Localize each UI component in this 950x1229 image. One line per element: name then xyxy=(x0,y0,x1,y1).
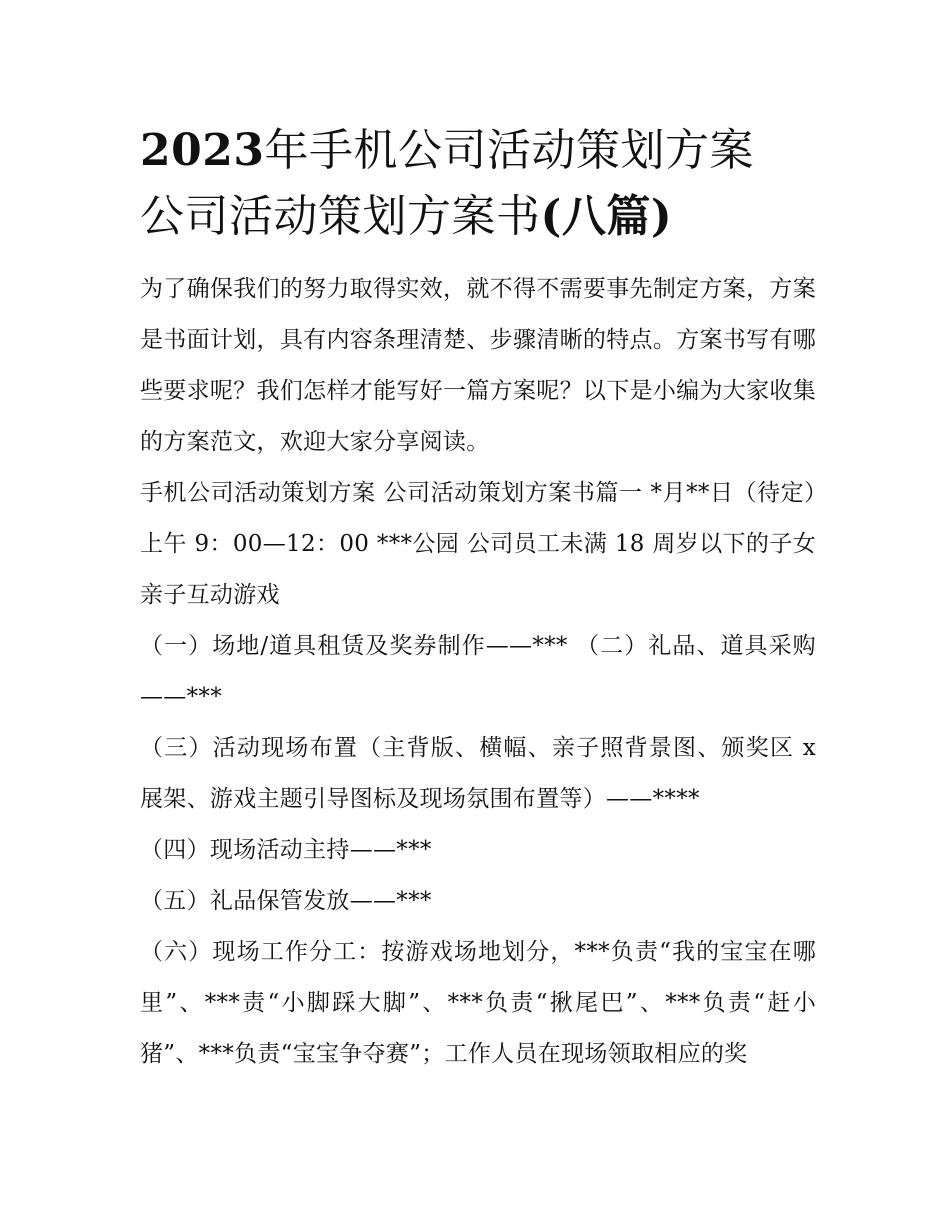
document-title xyxy=(140,118,816,250)
title-year: 2023 xyxy=(140,125,265,176)
task-item-4: （四）现场活动主持——*** xyxy=(140,837,432,863)
task-item-5: （五）礼品保管发放——*** xyxy=(140,888,432,914)
task-item-1-2: （一）场地/道具租赁及奖券制作——*** （二）礼品、道具采购——*** xyxy=(140,633,816,710)
title-line1-text: 年手机公司活动策划方案 xyxy=(264,125,754,176)
document-page xyxy=(140,118,816,1080)
task-item-3: （三）活动现场布置（主背版、横幅、亲子照背景图、颁奖区 x 展架、游戏主题引导图标及现场氛围布置等）——**** xyxy=(140,735,816,812)
title-line2-text: 公司活动策划方案书 xyxy=(140,191,541,242)
task-item-6: （六）现场工作分工：按游戏场地划分，***负责“我的宝宝在哪里”、***责“小脚踩大脚”、***负责“揪尾巴”、***负责“赶小猪”、***负责“宝宝争夺赛”；工作人员在现场领取相应的奖 xyxy=(140,939,816,1067)
activity-overview-paragraph: 手机公司活动策划方案 公司活动策划方案书篇一 *月**日（待定）上午 9：00—12：00 ***公园 公司员工未满 18 周岁以下的子女 亲子互动游戏 xyxy=(140,480,816,608)
intro-paragraph: 为了确保我们的努力取得实效，就不得不需要事先制定方案，方案是书面计划，具有内容条理清楚、步骤清晰的特点。方案书写有哪些要求呢？我们怎样才能写好一篇方案呢？以下是小编为大家收集的方案范文，欢迎大家分享阅读。 xyxy=(140,276,816,455)
title-line2-suffix: (八篇) xyxy=(540,191,673,242)
